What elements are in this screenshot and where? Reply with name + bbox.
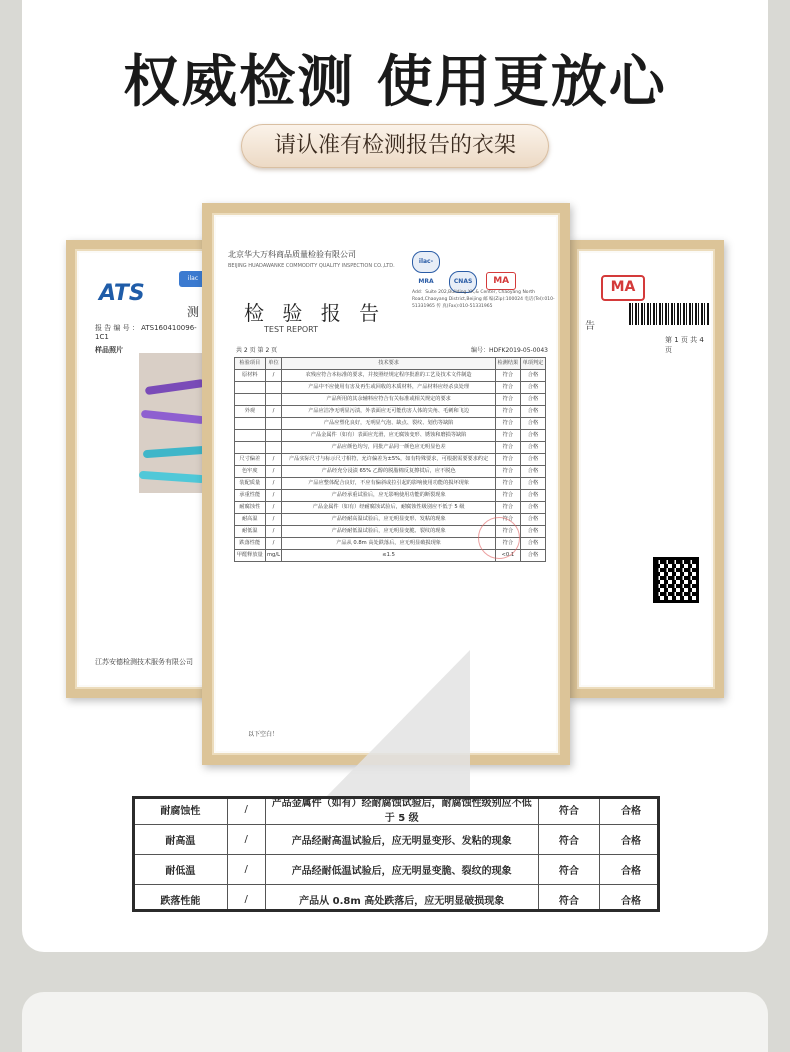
table-cell: 符合	[495, 430, 520, 442]
table-cell: 产品从 0.8m 高处跌落后，应无明显破损现象	[265, 885, 538, 913]
table-cell: 合格	[599, 885, 660, 913]
zoomed-table-panel	[132, 796, 660, 912]
table-cell: /	[265, 406, 282, 418]
table-cell: 合格	[520, 538, 545, 550]
zoomed-table	[133, 796, 660, 912]
table-cell: /	[227, 825, 265, 855]
table-cell: <0.1	[495, 550, 520, 562]
table-cell: /	[265, 370, 282, 382]
table-cell: 产品从 0.8m 高处跌落后，应无明显破损现象	[282, 538, 495, 550]
table-cell: 符合	[495, 526, 520, 538]
table-cell: /	[265, 514, 282, 526]
issuer-name: 北京华大万科商品质量检验有限公司	[228, 250, 356, 259]
header-cell: 单项判定	[520, 358, 545, 370]
table-cell: ≤1.5	[282, 550, 495, 562]
table-cell: 合格	[599, 855, 660, 885]
table-cell: 合格	[599, 796, 660, 825]
table-cell: /	[265, 490, 282, 502]
report-title: 检 验 报 告	[244, 301, 386, 325]
table-cell: 原材料	[235, 370, 266, 382]
table-cell: 合格	[520, 478, 545, 490]
table-cell: 符合	[495, 514, 520, 526]
report-title-en: TEST REPORT	[264, 325, 319, 334]
table-cell: /	[265, 526, 282, 538]
table-cell: 产品经耐高温试验后，应无明显变形、发粘的现象	[265, 825, 538, 855]
table-cell: 产品金属件（如有）经耐腐蚀试验后，耐腐蚀性级别应不低于 5 级	[282, 502, 495, 514]
table-cell: 产品应塑化良好，无明显气泡、缺点、裂纹、划伤等缺陷	[282, 418, 495, 430]
right-title-fragment: 告	[585, 321, 595, 332]
table-cell: 产品所用的其余辅料应符合有关标准或相关规定的要求	[282, 394, 495, 406]
table-cell: /	[227, 855, 265, 885]
table-cell: 产品金属件（如有）经耐腐蚀试验后，耐腐蚀性级别应不低于 5 级	[265, 796, 538, 825]
table-cell: 符合	[495, 454, 520, 466]
table-cell: 合格	[520, 514, 545, 526]
left-photo-label: 样品照片	[95, 346, 123, 354]
table-cell: 符合	[538, 825, 599, 855]
table-cell: 符合	[495, 466, 520, 478]
table-cell: /	[265, 454, 282, 466]
table-cell: 符合	[495, 502, 520, 514]
left-report-no: 报 告 编 号 ： ATS160410096-1C1	[95, 324, 197, 341]
table-cell: 符合	[495, 394, 520, 406]
table-cell: 符合	[495, 490, 520, 502]
table-cell: 耐腐蚀性	[235, 502, 266, 514]
table-cell: 符合	[538, 885, 599, 913]
table-cell: 耐高温	[235, 514, 266, 526]
table-cell: 产品实际尺寸与标示尺寸相符，允许偏差为±5%，如有特殊要求，可根据需要要求约定	[282, 454, 495, 466]
table-cell: 合格	[520, 490, 545, 502]
table-cell: 符合	[538, 796, 599, 825]
table-cell: 耐高温	[134, 825, 228, 855]
table-cell: 耐腐蚀性	[134, 796, 228, 825]
table-cell: 尺寸偏差	[235, 454, 266, 466]
footer-note: 以下空白！	[248, 731, 279, 738]
table-cell: /	[227, 885, 265, 913]
header-cell: 检验项目	[235, 358, 266, 370]
table-row	[134, 825, 661, 855]
table-cell: 跌落性能	[235, 538, 266, 550]
left-title-fragment: 测	[187, 305, 200, 319]
header-cell: 检测结果	[495, 358, 520, 370]
left-org: 江苏安德检测技术服务有限公司	[95, 658, 193, 666]
header-cell: 技术要求	[282, 358, 495, 370]
table-cell: 合格	[520, 370, 545, 382]
ma-logo: MA	[601, 275, 645, 301]
table-cell: 产品中不应使用有害及再生或回收的木质材料，产品材料应经杀虫处理	[282, 382, 495, 394]
table-cell: 合格	[520, 418, 545, 430]
table-cell: 符合	[495, 370, 520, 382]
table-cell: 合格	[520, 442, 545, 454]
report-number: 编号：HDFK2019-05-0043	[470, 347, 548, 354]
ma-icon: MA	[486, 272, 516, 290]
table-cell: /	[265, 478, 282, 490]
table-cell: 合格	[520, 550, 545, 562]
table-cell: 承重性能	[235, 490, 266, 502]
table-cell: 合格	[520, 394, 545, 406]
table-cell: 农残应符合本标准的要求，并按照经规定程序批准的工艺及技术文件制造	[282, 370, 495, 382]
subheadline-pill: 请认准有检测报告的衣架	[241, 124, 549, 168]
table-row	[134, 796, 661, 825]
table-cell: 符合	[495, 538, 520, 550]
table-cell: 耐低温	[235, 526, 266, 538]
table-cell: /	[265, 466, 282, 478]
table-cell: 装配质量	[235, 478, 266, 490]
table-cell: 产品应整体配合良好，不应有偏斜或拉引起的影响使用功能的损坏现象	[282, 478, 495, 490]
address-block: Add：Suite 202,Building XX,& Center, Chaoyang North Road,Chaoyang District,Beijing 邮 编(Zip):100024 电话(Tel):010-51331965 传 真(Fax):010-51331965	[412, 290, 555, 309]
right-page-info: 第 1 页 共 4 页	[665, 336, 704, 354]
cnas-icon: CNAS	[449, 271, 477, 293]
table-cell: 合格	[520, 466, 545, 478]
table-cell: 符合	[495, 442, 520, 454]
ats-logo: ATS	[99, 281, 145, 306]
table-cell: 甲醛释放量	[235, 550, 266, 562]
table-cell: 符合	[538, 855, 599, 885]
table-cell: 产品经耐低温试验后，应无明显变脆、裂纹的现象	[265, 855, 538, 885]
ilac-mra-icon: ilac-MRA	[412, 251, 440, 273]
issuer-name-en: BEIJING HUADAWANKE COMMODITY QUALITY INSPECTION CO.,LTD.	[228, 263, 395, 269]
table-cell: 符合	[495, 382, 520, 394]
header-cell: 单位	[265, 358, 282, 370]
table-cell: 产品经充分浸渍 65% 乙醇的脱脂棉反复擦拭后，应不脱色	[282, 466, 495, 478]
table-cell: 合格	[520, 502, 545, 514]
table-cell: /	[265, 502, 282, 514]
table-cell: 外观	[235, 406, 266, 418]
headline: 权威检测 使用更放心	[123, 50, 667, 115]
table-cell: 产品应颜色均匀，同批产品同一颜色应无明显色差	[282, 442, 495, 454]
table-cell: 符合	[495, 478, 520, 490]
table-cell: 产品金属件（如有）表面应光滑，应无腐蚀变形、锈蚀和磨损等缺陷	[282, 430, 495, 442]
table-cell: 产品应洁净无明显污渍，外表面应无可能伤害人体的尖角、毛刺和飞边	[282, 406, 495, 418]
table-cell: 色牢度	[235, 466, 266, 478]
table-cell: /	[265, 538, 282, 550]
table-cell: 合格	[599, 825, 660, 855]
table-cell: 跌落性能	[134, 885, 228, 913]
table-cell: 符合	[495, 406, 520, 418]
table-cell: 合格	[520, 454, 545, 466]
table-row	[134, 885, 661, 913]
table-cell: 符合	[495, 418, 520, 430]
table-cell: 耐低温	[134, 855, 228, 885]
table-cell: 合格	[520, 526, 545, 538]
table-cell: 产品经耐高温试验后，应无明显变形、发粘的现象	[282, 514, 495, 526]
table-cell: 合格	[520, 382, 545, 394]
table-row	[134, 855, 661, 885]
table-cell: 产品经承重试验后，应无影响使用功能的断裂现象	[282, 490, 495, 502]
table-cell: /	[227, 796, 265, 825]
table-cell: mg/L	[265, 550, 282, 562]
ilac-mra-icon: ilac	[179, 271, 207, 287]
table-cell: 合格	[520, 406, 545, 418]
table-cell: 产品经耐低温试验后，应无明显变脆、裂纹的现象	[282, 526, 495, 538]
page-info: 共 2 页 第 2 页	[236, 347, 278, 354]
table-cell: 合格	[520, 430, 545, 442]
